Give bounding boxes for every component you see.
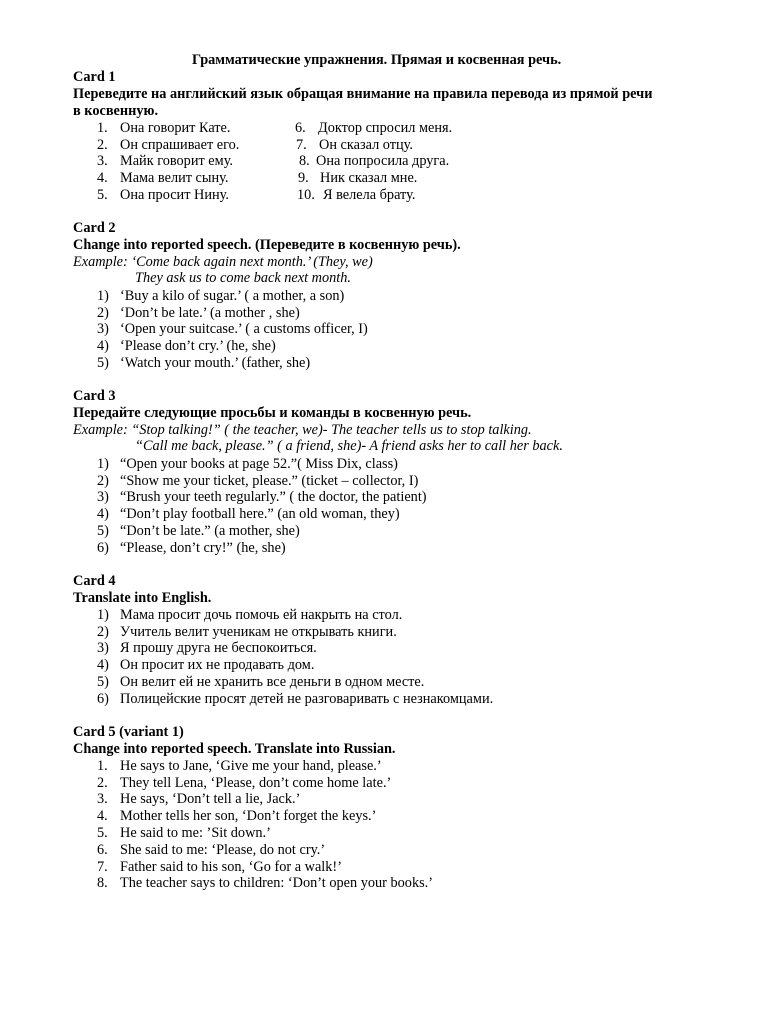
list-item-text: Она попросила друга. — [316, 153, 450, 169]
list-item-text: Полицейские просят детей не разговаривать с незнакомцами. — [120, 691, 494, 707]
list-item-number: 2) — [97, 473, 109, 489]
list-item-number: 5. — [97, 825, 108, 841]
list-item-text: He said to me: ’Sit down.’ — [120, 825, 271, 841]
list-item-number: 3) — [97, 321, 109, 337]
list-item-number: 9. — [298, 170, 309, 186]
card4-heading: Card 4 — [73, 573, 116, 589]
list-item-text: He says, ‘Don’t tell a lie, Jack.’ — [120, 791, 301, 807]
list-item-text: ‘Don’t be late.’ (a mother , she) — [120, 305, 300, 321]
list-item-number: 2) — [97, 624, 109, 640]
list-item-text: Учитель велит ученикам не открывать книги. — [120, 624, 397, 640]
card1-heading: Card 1 — [73, 69, 116, 85]
list-item-text: “Open your books at page 52.”( Miss Dix, class) — [120, 456, 398, 472]
list-item-number: 8. — [299, 153, 310, 169]
list-item-number: 1) — [97, 456, 109, 472]
list-item-number: 6) — [97, 540, 109, 556]
list-item-text: Она говорит Кате. — [120, 120, 231, 136]
list-item-text: Мама велит сыну. — [120, 170, 229, 186]
list-item-number: 7. — [296, 137, 307, 153]
list-item-text: They tell Lena, ‘Please, don’t come home late.’ — [120, 775, 392, 791]
list-item-number: 5. — [97, 187, 108, 203]
list-item-text: Он спрашивает его. — [120, 137, 240, 153]
page-title: Грамматические упражнения. Прямая и косвенная речь. — [192, 52, 562, 68]
list-item-number: 4) — [97, 657, 109, 673]
card3-instruction: Передайте следующие просьбы и команды в косвенную речь. — [73, 405, 472, 421]
list-item-text: “Brush your teeth regularly.” ( the doctor, the patient) — [120, 489, 427, 505]
list-item-number: 6. — [97, 842, 108, 858]
card3-example-line1: Example: “Stop talking!” ( the teacher, we)- The teacher tells us to stop talking. — [73, 422, 532, 438]
list-item-number: 2. — [97, 137, 108, 153]
list-item-text: Он велит ей не хранить все деньги в одном месте. — [120, 674, 425, 690]
list-item-number: 4) — [97, 338, 109, 354]
list-item-number: 1. — [97, 758, 108, 774]
list-item-text: ‘Please don’t cry.’ (he, she) — [120, 338, 276, 354]
list-item-text: Мама просит дочь помочь ей накрыть на стол. — [120, 607, 403, 623]
card1-instruction-line2: в косвенную. — [73, 103, 159, 119]
list-item-text: The teacher says to children: ‘Don’t open your books.’ — [120, 875, 433, 891]
list-item-number: 3. — [97, 153, 108, 169]
list-item-text: “Don’t play football here.” (an old woman, they) — [120, 506, 400, 522]
list-item-text: Mother tells her son, ‘Don’t forget the keys.’ — [120, 808, 377, 824]
list-item-text: Я прошу друга не беспокоиться. — [120, 640, 317, 656]
list-item-number: 10. — [297, 187, 315, 203]
card2-example-line2: They ask us to come back next month. — [135, 270, 351, 286]
list-item-text: ‘Open your suitcase.’ ( a customs officer, I) — [120, 321, 368, 337]
list-item-number: 6. — [295, 120, 306, 136]
card1-instruction-line1: Переведите на английский язык обращая внимание на правила перевода из прямой речи — [73, 86, 653, 102]
list-item-number: 1) — [97, 288, 109, 304]
list-item-number: 4. — [97, 808, 108, 824]
list-item-number: 3) — [97, 489, 109, 505]
list-item-number: 5) — [97, 674, 109, 690]
list-item-number: 4) — [97, 506, 109, 522]
list-item-text: “Don’t be late.” (a mother, she) — [120, 523, 300, 539]
list-item-text: ‘Watch your mouth.’ (father, she) — [120, 355, 311, 371]
card4-instruction: Translate into English. — [73, 590, 212, 606]
list-item-number: 3) — [97, 640, 109, 656]
list-item-text: Father said to his son, ‘Go for a walk!’ — [120, 859, 342, 875]
list-item-text: Он сказал отцу. — [319, 137, 413, 153]
list-item-number: 6) — [97, 691, 109, 707]
list-item-number: 2) — [97, 305, 109, 321]
list-item-text: Я велела брату. — [323, 187, 416, 203]
list-item-text: Она просит Нину. — [120, 187, 229, 203]
card3-example-line2: “Call me back, please.” ( a friend, she)- A friend asks her to call her back. — [135, 438, 563, 454]
list-item-number: 1) — [97, 607, 109, 623]
card2-heading: Card 2 — [73, 220, 116, 236]
list-item-number: 5) — [97, 355, 109, 371]
list-item-text: She said to me: ‘Please, do not cry.’ — [120, 842, 326, 858]
list-item-number: 2. — [97, 775, 108, 791]
list-item-text: He says to Jane, ‘Give me your hand, please.’ — [120, 758, 382, 774]
card2-instruction: Change into reported speech. (Переведите в косвенную речь). — [73, 237, 461, 253]
card2-example-line1: Example: ‘Come back again next month.’ (They, we) — [73, 254, 373, 270]
list-item-number: 4. — [97, 170, 108, 186]
list-item-number: 7. — [97, 859, 108, 875]
list-item-text: Доктор спросил меня. — [318, 120, 453, 136]
card3-heading: Card 3 — [73, 388, 116, 404]
card5-heading: Card 5 (variant 1) — [73, 724, 184, 740]
list-item-number: 8. — [97, 875, 108, 891]
list-item-text: ‘Buy a kilo of sugar.’ ( a mother, a son) — [120, 288, 345, 304]
list-item-text: Майк говорит ему. — [120, 153, 233, 169]
list-item-text: “Show me your ticket, please.” (ticket – collector, I) — [120, 473, 419, 489]
list-item-number: 3. — [97, 791, 108, 807]
card5-instruction: Change into reported speech. Translate into Russian. — [73, 741, 396, 757]
list-item-number: 1. — [97, 120, 108, 136]
list-item-number: 5) — [97, 523, 109, 539]
list-item-text: Он просит их не продавать дом. — [120, 657, 315, 673]
list-item-text: Ник сказал мне. — [320, 170, 418, 186]
list-item-text: “Please, don’t cry!” (he, she) — [120, 540, 286, 556]
